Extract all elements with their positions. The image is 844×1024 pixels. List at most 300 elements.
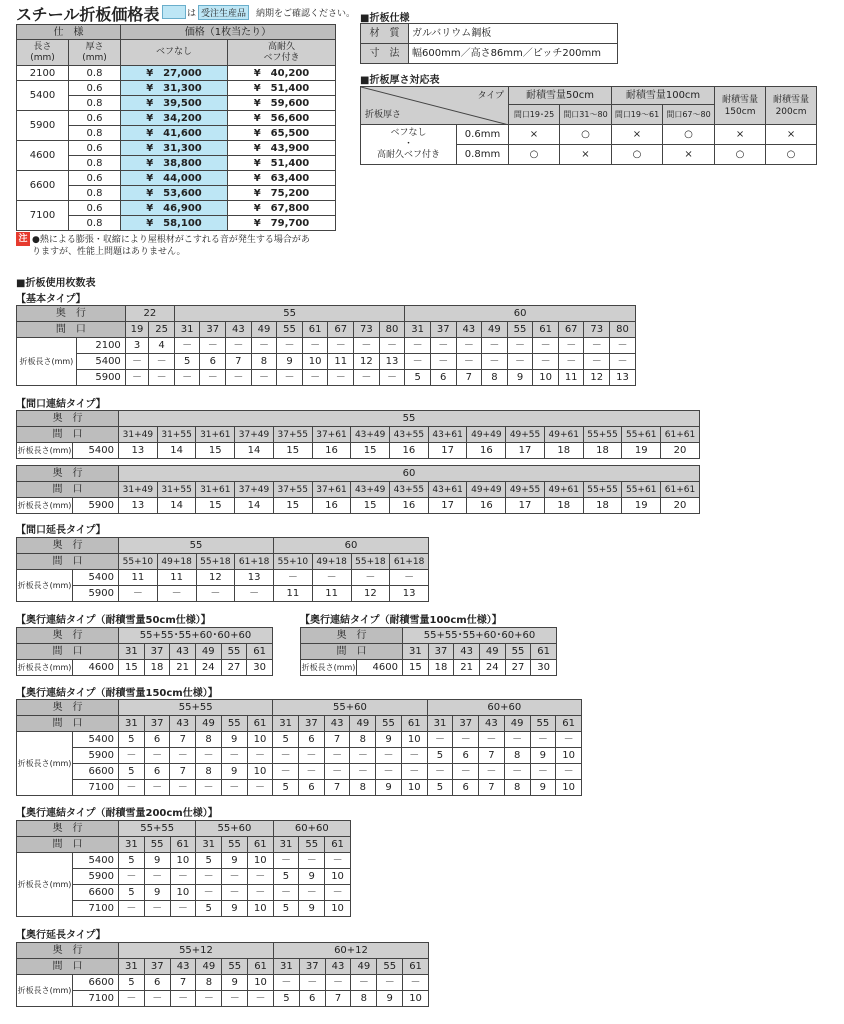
oku150-cell: － (530, 764, 556, 780)
okuencho-cell: 8 (351, 991, 377, 1007)
renketsu-col-header: 37+55 (273, 482, 312, 498)
encho-row-length: 5900 (73, 586, 119, 602)
okuencho-row-length: 6600 (73, 975, 119, 991)
oku100-cell: 27 (505, 660, 531, 676)
table-row (17, 141, 336, 156)
encho-col-header: 55+10 (274, 554, 313, 570)
basic-col-header: 55 (507, 322, 533, 338)
note-line-2: りますが、性能上問題はありません。 (32, 247, 186, 257)
price-header-length: 長さ (mm) (17, 40, 69, 66)
basic-maguchi-label: 間 口 (17, 322, 126, 338)
oku50-group: 55+55･55+60･60+60 (119, 628, 273, 644)
oku150-col-header: 31 (273, 716, 299, 732)
oku100-col-header: 31 (403, 644, 429, 660)
renketsu-oku-label: 奥 行 (17, 411, 119, 427)
oku200-cell: － (247, 885, 273, 901)
oku100-oku-label: 奥 行 (301, 628, 403, 644)
oku50-oku-label: 奥 行 (17, 628, 119, 644)
oku50-title: 【奥行連結タイプ（耐積雪量50cm仕様）】 (16, 615, 211, 626)
okuencho-row-length: 7100 (73, 991, 119, 1007)
basic-cell: － (174, 370, 200, 386)
oku200-cell: 9 (144, 853, 170, 869)
oku150-cell: － (273, 748, 299, 764)
renketsu-col-header: 31+55 (157, 482, 196, 498)
basic-cell: 12 (354, 354, 380, 370)
oku200-cell: 9 (222, 853, 248, 869)
renketsu-cell: 16 (390, 498, 429, 514)
encho-col-header: 61+18 (390, 554, 429, 570)
basic-cell: 9 (277, 354, 303, 370)
encho-table (16, 537, 429, 602)
oku150-cell: 5 (273, 732, 299, 748)
oku150-table (16, 699, 582, 796)
renketsu-cell: 18 (544, 498, 583, 514)
encho-cell: 11 (119, 570, 158, 586)
price-thickness: 0.6 (69, 201, 121, 216)
page-title: スチール折板価格表 (16, 5, 160, 24)
oku150-cell: 8 (504, 780, 530, 796)
basic-cell: 8 (482, 370, 508, 386)
oku150-group: 55+55 (119, 700, 273, 716)
oku150-cell: 6 (299, 780, 325, 796)
oku100-cell: 18 (428, 660, 454, 676)
oku200-cell: 9 (299, 901, 325, 917)
basic-cell: － (302, 338, 328, 354)
price-nobef: ¥ 41,600 (121, 126, 228, 141)
oku150-cell: － (170, 780, 196, 796)
renketsu-col-header: 43+61 (428, 427, 467, 443)
basic-cell: － (251, 370, 277, 386)
basic-col-header: 31 (174, 322, 200, 338)
oku150-cell: 7 (479, 780, 505, 796)
okuencho-oku-label: 奥 行 (17, 943, 119, 959)
oku200-row-length: 5900 (73, 869, 119, 885)
renketsu-col-header: 37+61 (312, 427, 351, 443)
oku150-cell: － (144, 780, 170, 796)
oku200-col-header: 55 (144, 837, 170, 853)
basic-cell: － (379, 370, 405, 386)
basic-cell: － (610, 338, 636, 354)
price-length: 2100 (17, 66, 69, 81)
basic-col-header: 43 (226, 322, 252, 338)
basic-cell: － (507, 354, 533, 370)
oku100-group: 55+55･55+60･60+60 (403, 628, 557, 644)
basic-cell: － (226, 370, 252, 386)
oku150-cell: － (119, 748, 145, 764)
oku200-cell: － (222, 869, 248, 885)
renketsu-table-55 (16, 410, 700, 459)
renketsu-col-header: 55+55 (583, 427, 622, 443)
okuencho-col-header: 31 (273, 959, 299, 975)
basic-cell: － (405, 338, 431, 354)
renketsu-cell: 18 (583, 498, 622, 514)
oku150-col-header: 55 (376, 716, 402, 732)
legend-highlight-swatch (162, 5, 186, 19)
oku100-row-length: 4600 (357, 660, 403, 676)
oku150-cell: 5 (119, 732, 145, 748)
encho-cell: － (312, 570, 351, 586)
okuencho-col-header: 37 (299, 959, 325, 975)
oku150-cell: 10 (247, 764, 273, 780)
basic-cell: 7 (456, 370, 482, 386)
oku200-cell: － (247, 869, 273, 885)
oku150-cell: － (556, 764, 582, 780)
oku150-maguchi-label: 間 口 (17, 716, 119, 732)
okuencho-col-header: 55 (222, 959, 248, 975)
okuencho-col-header: 61 (248, 959, 274, 975)
renketsu-cell: 19 (622, 443, 661, 459)
oku50-col-header: 43 (170, 644, 196, 660)
basic-cell: － (328, 370, 354, 386)
price-length: 5900 (17, 111, 69, 141)
renketsu-cell: 16 (467, 498, 506, 514)
basic-cell: 7 (226, 354, 252, 370)
oku200-row-length: 6600 (73, 885, 119, 901)
okuencho-cell: － (325, 975, 351, 991)
renketsu-cell: 14 (157, 443, 196, 459)
basic-col-header: 37 (430, 322, 456, 338)
spec-size-label: 寸 法 (361, 44, 409, 64)
renketsu-col-header: 43+61 (428, 482, 467, 498)
renketsu-cell: 16 (390, 443, 429, 459)
legend-text-post: 納期をご確認ください。 (256, 9, 356, 19)
okuencho-cell: 5 (119, 975, 145, 991)
oku200-cell: － (170, 869, 196, 885)
renketsu-col-header: 43+55 (390, 482, 429, 498)
oku200-cell: － (144, 901, 170, 917)
oku150-cell: 9 (221, 764, 247, 780)
encho-cell: － (235, 586, 274, 602)
okuencho-cell: － (248, 991, 274, 1007)
encho-col-header: 55+18 (351, 554, 390, 570)
basic-cell: － (200, 370, 226, 386)
oku50-cell: 18 (144, 660, 170, 676)
thick-head-200: 耐積雪量 200cm (766, 87, 817, 125)
basic-cell: － (149, 354, 175, 370)
oku150-row-length: 5400 (73, 732, 119, 748)
oku150-cell: 9 (530, 748, 556, 764)
renketsu-col-header: 55+61 (622, 427, 661, 443)
price-table (16, 24, 336, 231)
okuencho-cell: － (119, 991, 145, 1007)
price-nobef: ¥ 38,800 (121, 156, 228, 171)
oku150-cell: 9 (530, 780, 556, 796)
oku150-cell: 10 (247, 732, 273, 748)
table-row (17, 201, 336, 216)
price-nobef: ¥ 44,000 (121, 171, 228, 186)
basic-cell: － (302, 370, 328, 386)
okuencho-group: 60+12 (273, 943, 428, 959)
oku50-cell: 24 (195, 660, 221, 676)
okuencho-cell: － (351, 975, 377, 991)
price-length: 5400 (17, 81, 69, 111)
basic-col-header: 55 (277, 322, 303, 338)
basic-cell: － (379, 338, 405, 354)
price-bef: ¥ 59,600 (228, 96, 336, 111)
encho-cell: － (390, 570, 429, 586)
basic-cell: － (174, 338, 200, 354)
renketsu-col-header: 49+61 (544, 427, 583, 443)
encho-cell: 11 (157, 570, 196, 586)
okuencho-cell: － (170, 991, 196, 1007)
oku200-cell: 9 (299, 869, 325, 885)
thick-cell: ○ (766, 145, 817, 165)
oku200-cell: － (119, 869, 145, 885)
basic-col-header: 37 (200, 322, 226, 338)
oku150-col-header: 55 (530, 716, 556, 732)
renketsu-col-header: 43+55 (390, 427, 429, 443)
basic-col-header: 25 (149, 322, 175, 338)
encho-cell: － (274, 570, 313, 586)
oku200-cell: 9 (144, 885, 170, 901)
basic-cell: 6 (430, 370, 456, 386)
spec-title: ■折板仕様 (360, 13, 410, 24)
basic-cell: 11 (558, 370, 584, 386)
oku100-title: 【奥行連結タイプ（耐積雪量100cm仕様）】 (300, 615, 502, 626)
encho-col-header: 55+18 (196, 554, 235, 570)
okuencho-cell: 5 (273, 991, 299, 1007)
oku200-group: 55+55 (119, 821, 196, 837)
oku50-col-header: 49 (195, 644, 221, 660)
price-thickness: 0.8 (69, 126, 121, 141)
renketsu-col-header: 55+61 (622, 482, 661, 498)
basic-row-length: 5400 (76, 354, 125, 370)
renketsu-maguchi-label: 間 口 (17, 482, 119, 498)
oku150-row-length: 6600 (73, 764, 119, 780)
renketsu-col-header: 31+61 (196, 482, 235, 498)
basic-cell: 3 (125, 338, 148, 354)
encho-maguchi-label: 間 口 (17, 554, 119, 570)
thick-title: ■折板厚さ対応表 (360, 75, 440, 86)
price-bef: ¥ 43,900 (228, 141, 336, 156)
renketsu-col-header: 49+55 (506, 427, 545, 443)
renketsu-cell: 14 (157, 498, 196, 514)
price-length: 6600 (17, 171, 69, 201)
oku200-cell: － (119, 901, 145, 917)
renketsu-cell: 15 (273, 498, 312, 514)
basic-cell: 5 (174, 354, 200, 370)
renketsu-cell: 15 (351, 443, 390, 459)
basic-col-header: 67 (558, 322, 584, 338)
basic-cell: － (200, 338, 226, 354)
oku200-col-header: 31 (273, 837, 299, 853)
basic-cell: － (507, 338, 533, 354)
okuencho-col-header: 37 (144, 959, 170, 975)
renketsu-cell: 16 (467, 443, 506, 459)
basic-cell: 5 (405, 370, 431, 386)
oku150-col-header: 49 (196, 716, 222, 732)
oku150-col-header: 55 (221, 716, 247, 732)
basic-cell: － (533, 338, 559, 354)
oku100-maguchi-label: 間 口 (301, 644, 403, 660)
renketsu-col-header: 31+55 (157, 427, 196, 443)
oku200-cell: 10 (247, 901, 273, 917)
okuencho-cell: 8 (196, 975, 222, 991)
basic-group: 55 (174, 306, 404, 322)
price-bef: ¥ 56,600 (228, 111, 336, 126)
basic-col-header: 73 (584, 322, 610, 338)
basic-cell: － (584, 354, 610, 370)
oku200-col-header: 31 (119, 837, 145, 853)
oku150-cell: － (299, 748, 325, 764)
legend-tag: 受注生産品 (198, 5, 249, 20)
oku150-cell: 7 (170, 732, 196, 748)
encho-oku-label: 奥 行 (17, 538, 119, 554)
renketsu-cell: 17 (506, 443, 545, 459)
spec-size-value: 幅600mm／高さ86mm／ピッチ200mm (409, 44, 618, 64)
oku150-cell: － (350, 764, 376, 780)
thick-cell: ○ (612, 145, 663, 165)
renketsu-cell: 18 (583, 443, 622, 459)
basic-cell: 8 (251, 354, 277, 370)
renketsu-maguchi-label: 間 口 (17, 427, 119, 443)
renketsu-oku-label: 奥 行 (17, 466, 119, 482)
renketsu-cell: 17 (428, 498, 467, 514)
oku200-cell: 10 (325, 869, 351, 885)
price-header-bef: 高耐久 ベフ付き (228, 40, 336, 66)
note-line-1: ●熱による膨張・収縮により屋根材がこすれる音が発生する場合があ (32, 235, 310, 245)
price-nobef: ¥ 53,600 (121, 186, 228, 201)
oku150-cell: 5 (273, 780, 299, 796)
basic-cell: － (430, 354, 456, 370)
oku150-cell: 8 (196, 732, 222, 748)
basic-row-length: 5900 (76, 370, 125, 386)
thick-sub-1: 間口19･25 (509, 105, 560, 125)
thick-corner-thick: 折板厚さ (365, 110, 402, 120)
oku200-cell: － (196, 885, 222, 901)
price-header-nobef: ベフなし (121, 40, 228, 66)
oku50-cell: 15 (119, 660, 145, 676)
oku150-cell: 8 (504, 748, 530, 764)
oku150-cell: 6 (299, 732, 325, 748)
encho-cell: － (196, 586, 235, 602)
oku150-cell: 9 (376, 780, 402, 796)
renketsu-col-header: 49+55 (506, 482, 545, 498)
thickness-table (360, 86, 817, 165)
oku150-cell: － (376, 748, 402, 764)
oku200-cell: 9 (222, 901, 248, 917)
oku150-cell: 10 (556, 748, 582, 764)
oku150-col-header: 61 (247, 716, 273, 732)
thick-cell: × (766, 125, 817, 145)
basic-col-header: 80 (379, 322, 405, 338)
price-nobef: ¥ 58,100 (121, 216, 228, 231)
price-bef: ¥ 63,400 (228, 171, 336, 186)
encho-cell: 11 (312, 586, 351, 602)
oku150-cell: 5 (119, 764, 145, 780)
oku50-table (16, 627, 273, 676)
price-nobef: ¥ 27,000 (121, 66, 228, 81)
oku200-cell: － (144, 869, 170, 885)
oku200-cell: － (196, 869, 222, 885)
encho-cell: 12 (196, 570, 235, 586)
price-bef: ¥ 51,400 (228, 156, 336, 171)
encho-cell: 13 (390, 586, 429, 602)
oku150-row-length: 7100 (73, 780, 119, 796)
oku150-col-header: 43 (170, 716, 196, 732)
okuencho-col-header: 61 (403, 959, 429, 975)
thick-head-50: 耐積雪量50cm (509, 87, 612, 105)
oku200-cell: 10 (170, 853, 196, 869)
oku150-cell: － (324, 764, 350, 780)
table-row (17, 111, 336, 126)
basic-col-header: 19 (125, 322, 148, 338)
basic-cell: － (328, 338, 354, 354)
note-badge: 注 (16, 232, 30, 246)
okuencho-cell: 7 (170, 975, 196, 991)
basic-cell: － (533, 354, 559, 370)
oku200-col-header: 55 (299, 837, 325, 853)
oku150-cell: － (144, 748, 170, 764)
oku150-col-header: 43 (479, 716, 505, 732)
basic-cell: － (610, 354, 636, 370)
oku150-col-header: 31 (119, 716, 145, 732)
renketsu-col-header: 37+49 (235, 427, 274, 443)
oku200-col-header: 31 (196, 837, 222, 853)
basic-cell: 6 (200, 354, 226, 370)
okuencho-cell: － (144, 991, 170, 1007)
thick-sub-2: 間口31～80 (560, 105, 612, 125)
price-bef: ¥ 51,400 (228, 81, 336, 96)
okuencho-cell: 10 (248, 975, 274, 991)
renketsu-col-header: 43+49 (351, 482, 390, 498)
basic-cell: － (482, 354, 508, 370)
encho-cell: 12 (351, 586, 390, 602)
oku150-cell: 7 (170, 764, 196, 780)
basic-cell: － (277, 338, 303, 354)
oku100-cell: 24 (479, 660, 505, 676)
price-bef: ¥ 67,800 (228, 201, 336, 216)
oku200-cell: 10 (247, 853, 273, 869)
basic-col-header: 49 (482, 322, 508, 338)
basic-cell: 9 (507, 370, 533, 386)
oku150-cell: 5 (427, 780, 453, 796)
oku50-cell: 27 (221, 660, 247, 676)
basic-col-header: 80 (610, 322, 636, 338)
oku150-oku-label: 奥 行 (17, 700, 119, 716)
thick-head-150: 耐積雪量 150cm (715, 87, 766, 125)
okuencho-table (16, 942, 429, 1007)
oku150-cell: 9 (221, 732, 247, 748)
encho-row-length: 5400 (73, 570, 119, 586)
basic-cell: － (251, 338, 277, 354)
price-nobef: ¥ 34,200 (121, 111, 228, 126)
oku150-cell: － (479, 732, 505, 748)
oku50-cell: 30 (247, 660, 273, 676)
oku200-cell: － (299, 885, 325, 901)
okuencho-col-header: 43 (170, 959, 196, 975)
basic-cell: 13 (379, 354, 405, 370)
price-bef: ¥ 75,200 (228, 186, 336, 201)
basic-cell: － (430, 338, 456, 354)
oku200-cell: 5 (196, 901, 222, 917)
oku150-col-header: 49 (350, 716, 376, 732)
legend-text-pre: は (187, 9, 197, 19)
basic-cell: 12 (584, 370, 610, 386)
oku50-col-header: 37 (144, 644, 170, 660)
oku150-cell: 10 (556, 780, 582, 796)
basic-cell: 10 (302, 354, 328, 370)
renketsu-col-header: 37+55 (273, 427, 312, 443)
thick-cell: ○ (715, 145, 766, 165)
spec-table (360, 23, 618, 64)
oku150-cell: － (453, 764, 479, 780)
renketsu-row-length: 5400 (73, 443, 119, 459)
oku150-cell: 9 (376, 732, 402, 748)
thick-cell: × (509, 125, 560, 145)
oku200-col-header: 61 (170, 837, 196, 853)
oku150-cell: － (119, 780, 145, 796)
